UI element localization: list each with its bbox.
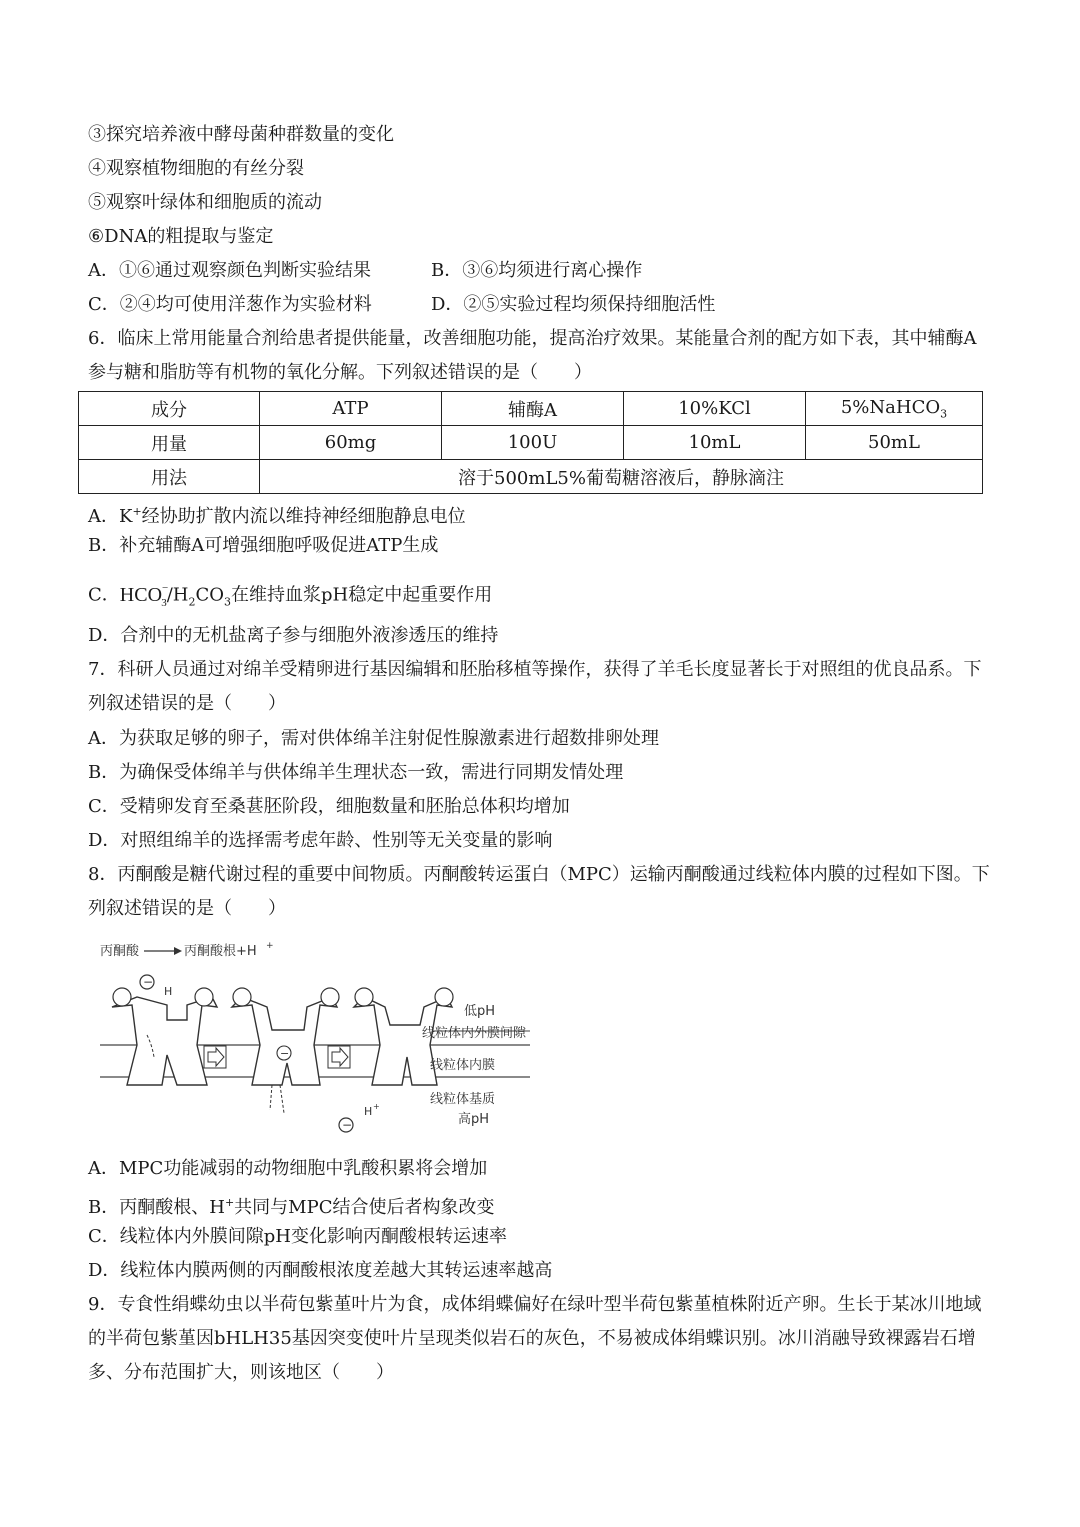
q5-option-d: D．②⑤实验过程均须保持细胞活性 [431,294,716,315]
table-cell: 成分 [79,392,260,426]
q9-stem: 9．专食性绢蝶幼虫以半荷包紫堇叶片为食，成体绢蝶偏好在绿叶型半荷包紫堇植株附近产卵。生长于某冰川地域的半荷包紫堇因bHLH35基因突变使叶片呈现类似岩石的灰色，不易被成体绢蝶识别。冰川消融导致裸露岩石增多、分布范围扩大，则该地区（ ） [88,1294,982,1383]
transporter-1-head-right [195,988,213,1006]
low-ph-label: 低pH [464,1004,496,1019]
q8-option-c: C．线粒体内外膜间隙pH变化影响丙酮酸根转运速率 [88,1226,507,1247]
table-row [79,426,983,460]
table-cell: 用法 [79,460,260,494]
table-row [79,392,983,426]
proton-charge: + [266,941,274,951]
q6-c-mid2: CO [195,584,225,606]
experiment-item-6: ⑥DNA的粗提取与鉴定 [88,226,274,247]
mpc-transporter-1 [112,997,217,1085]
table-cell: 10mL [624,426,806,460]
table-cell: 溶于500mL5%葡萄糖溶液后，静脉滴注 [260,460,983,494]
q6-a-prefix: A．K [88,506,133,527]
high-ph-label: 高pH [458,1112,490,1127]
transporter-2-head-left [233,988,251,1006]
q8-option-b [88,1191,494,1220]
q6-option-a [88,500,466,529]
formula-table [78,391,983,494]
experiment-item-3: ③探究培养液中酵母菌种群数量的变化 [88,124,394,145]
flow-arrow-2 [270,1085,272,1110]
q7-option-c: C．受精卵发育至桑葚胚阶段，细胞数量和胚胎总体积均增加 [88,796,570,817]
nahco3-subscript: 3 [940,407,948,421]
table-cell: 10%KCl [624,392,806,426]
h-ion-bottom: H [364,1105,373,1118]
q6-option-d: D．合剂中的无机盐离子参与细胞外液渗透压的维持 [88,625,499,646]
q5-option-b: B．③⑥均须进行离心操作 [431,260,643,281]
table-cell: 辅酶A [442,392,624,426]
transporter-3-head-left [355,988,373,1006]
table-cell: 50mL [806,426,983,460]
minus-sign-top: − [143,975,154,989]
k-ion-charge: + [132,505,142,518]
hco-subscript: 3 [161,596,167,609]
q7-option-d: D．对照组绵羊的选择需考虑年龄、性别等无关变量的影响 [88,830,553,851]
nahco3-text: 5%NaHCO [840,396,941,418]
transporter-3-head-right [435,988,453,1006]
mpc-transporter-2 [232,997,337,1085]
table-row [79,460,983,494]
hco-text: HCO [119,583,163,606]
q6-c-text: 在维持血浆pH稳定中起重要作用 [231,584,493,606]
h-ion-charge: + [224,1196,235,1209]
q8-b-text: 共同与MPC结合使后者构象改变 [234,1197,495,1218]
q8-b-prefix: B．丙酮酸根、H [88,1197,225,1218]
q7-stem: 7．科研人员通过对绵羊受精卵进行基因编辑和胚胎移植等操作，获得了羊毛长度显著长于对照组的优良品系。下列叙述错误的是（ ） [88,659,982,714]
q6-option-b: B．补充辅酶A可增强细胞呼吸促进ATP生成 [88,535,439,556]
inner-membrane-label: 线粒体内膜 [430,1058,496,1073]
table-cell: ATP [260,392,442,426]
minus-sign-bottom: − [342,1118,353,1132]
q8-stem: 8．丙酮酸是糖代谢过程的重要中间物质。丙酮酸转运蛋白（MPC）运输丙酮酸通过线粒体内膜的过程如下图。下列叙述错误的是（ ） [88,864,990,919]
q8-option-a: A．MPC功能减弱的动物细胞中乳酸积累将会增加 [88,1158,488,1179]
matrix-label: 线粒体基质 [430,1092,496,1107]
h2-subscript: 2 [188,595,196,609]
q5-option-a: A．①⑥通过观察颜色判断实验结果 [88,260,371,281]
h-ion-bottom-charge: + [373,1102,380,1111]
pyruvate-ion-label: 丙酮酸根+H [184,944,257,959]
hco-charge: − [162,582,169,594]
table-cell: 100U [442,426,624,460]
q8-option-d: D．线粒体内膜两侧的丙酮酸根浓度差越大其转运速率越高 [88,1260,553,1281]
q6-a-text: 经协助扩散内流以维持神经细胞静息电位 [141,506,466,527]
table-cell: 60mg [260,426,442,460]
transporter-1-head-left [113,988,131,1006]
intermembrane-space-label: 线粒体内外膜间隙 [422,1026,527,1041]
q6-stem: 6．临床上常用能量合剂给患者提供能量，改善细胞功能，提高治疗效果。某能量合剂的配方如下表，其中辅酶A参与糖和脂肪等有机物的氧化分解。下列叙述错误的是（ ） [88,328,977,383]
flow-arrow-3 [280,1085,284,1113]
q6-option-c [88,578,492,615]
experiment-item-5: ⑤观察叶绿体和细胞质的流动 [88,192,322,213]
q7-option-a: A．为获取足够的卵子，需对供体绵羊注射促性腺激素进行超数排卵处理 [88,728,659,749]
pyruvate-label: 丙酮酸 [100,944,140,959]
q7-option-b: B．为确保受体绵羊与供体绵羊生理状态一致，需进行同期发情处理 [88,762,624,783]
co3-subscript: 3 [224,595,232,609]
minus-sign-bound: − [280,1047,290,1060]
reaction-arrowhead [174,947,182,955]
mpc-transport-diagram [92,935,552,1145]
q6-c-mid: /H [166,584,189,606]
h-ion-top: H [164,985,173,998]
table-cell: 用量 [79,426,260,460]
bicarbonate-formula [119,582,169,609]
table-cell [806,392,983,426]
q6-c-prefix: C． [88,584,120,606]
q5-option-c: C．②④均可使用洋葱作为实验材料 [88,294,372,315]
experiment-item-4: ④观察植物细胞的有丝分裂 [88,158,304,179]
transporter-2-head-right [321,988,339,1006]
